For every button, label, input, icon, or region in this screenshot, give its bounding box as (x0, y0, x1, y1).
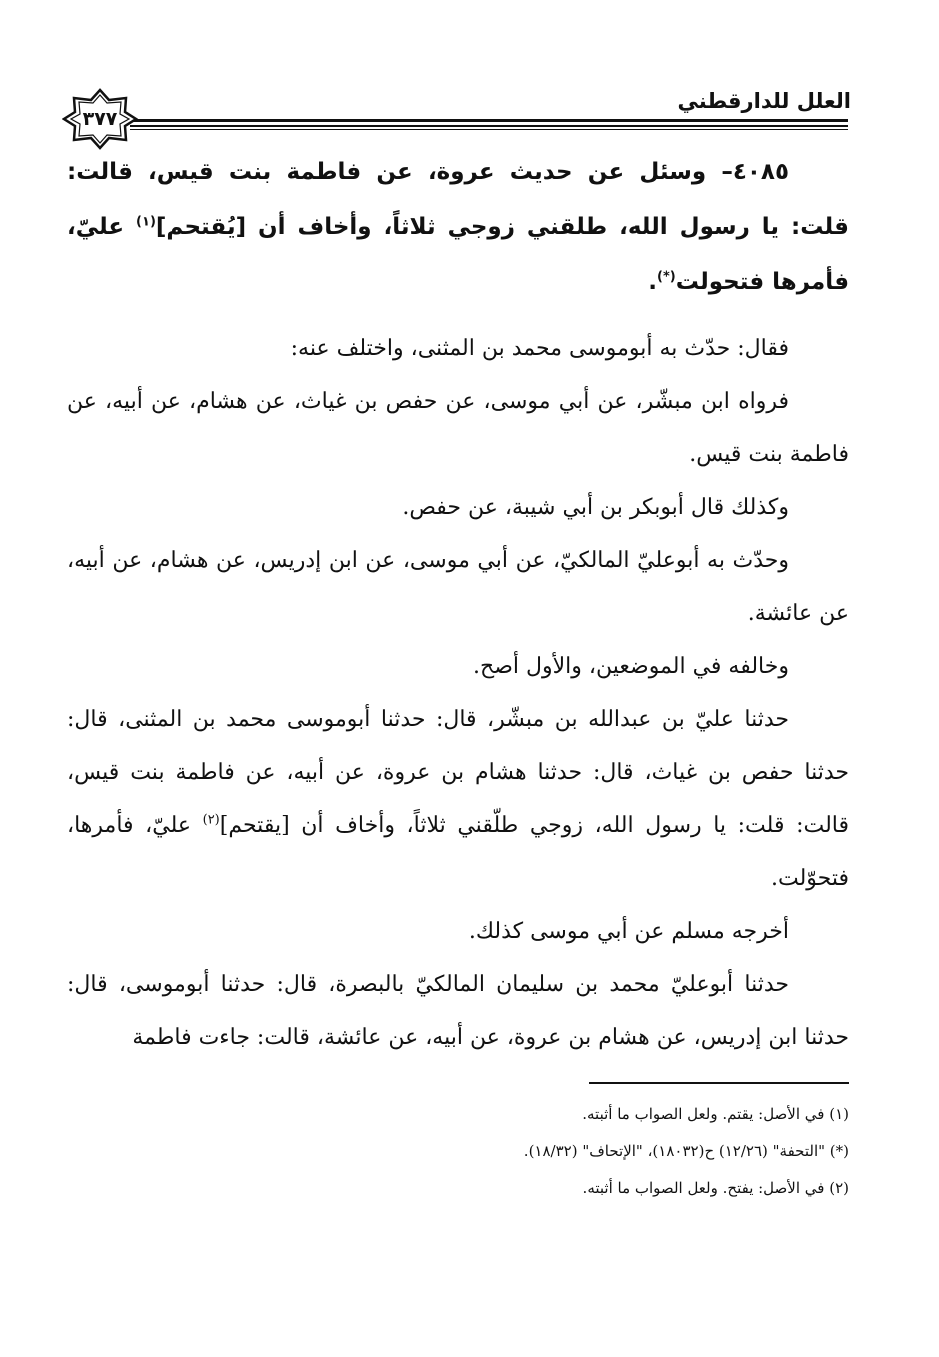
paragraph: وخالفه في الموضعين، والأول أصح. (473, 654, 789, 679)
footnote-separator (589, 1082, 849, 1084)
paragraph: فرواه ابن مبشّر، عن أبي موسى، عن حفص بن غياث، عن هشام، عن أبيه، عن فاطمة بنت قيس. (67, 389, 849, 467)
footnote-ref-1: (١) (136, 214, 156, 230)
footnote: (*) "التحفة" (١٢/٢٦) ح(١٨٠٣٢)، "الإتحاف" (١٨/٣٢). (523, 1142, 849, 1160)
paragraph: حدثنا عليّ بن عبدالله بن مبشّر، قال: حدثنا أبوموسى محمد بن المثنى، قال: حدثنا حفص بن غياث، قال: حدثنا هشام بن عروة، عن أبيه، عن فاطمة بنت قيس، قالت: قلت: يا رسول الله، زوجي طلّقني ثلاثاً، وأخاف أن [يقتحم]$^{(٢)}$ عليّ، فأمرها، فتحوّلت. (67, 707, 850, 891)
footnote-ref-star: (*) (657, 269, 676, 285)
footnote-ref-2: (٢) (202, 812, 220, 828)
paragraph: حدثنا أبوعليّ محمد بن سليمان المالكيّ بالبصرة، قال: حدثنا أبوموسى، قال: حدثنا ابن إدريس، عن هشام بن عروة، عن أبيه، عن عائشة، قالت: جاءت فاطمة (67, 972, 849, 1050)
footnote: (٢) في الأصل: يفتح. ولعل الصواب ما أثبته. (582, 1179, 849, 1197)
paragraph: وحدّث به أبوعليّ المالكيّ، عن أبي موسى، عن ابن إدريس، عن هشام، عن أبيه، عن عائشة. (67, 548, 849, 626)
main-text (67, 145, 849, 1064)
footnote: (١) في الأصل: يقتم. ولعل الصواب ما أثبته. (582, 1105, 849, 1123)
paragraph: أخرجه مسلم عن أبي موسى كذلك. (468, 919, 789, 944)
footnotes (67, 1096, 849, 1207)
hadith-entry: ٤٠٨٥– وسئل عن حديث عروة، عن فاطمة بنت قيس، قالت: قلت: يا رسول الله، طلقني زوجي ثلاثاً، وأخاف أن [يُقتحم]$^{(١)}$ عليّ، فأمرها فتحولت(*). (67, 159, 849, 295)
paragraph: فقال: حدّث به أبوموسى محمد بن المثنى، واختلف عنه: (290, 336, 789, 361)
paragraph: وكذلك قال أبوبكر بن أبي شيبة، عن حفص. (402, 495, 789, 520)
page-number: ٣٧٧ (82, 108, 118, 130)
running-header-title: العلل للدارقطني (677, 89, 851, 113)
header-rule (130, 119, 848, 131)
page-number-badge (62, 88, 138, 150)
